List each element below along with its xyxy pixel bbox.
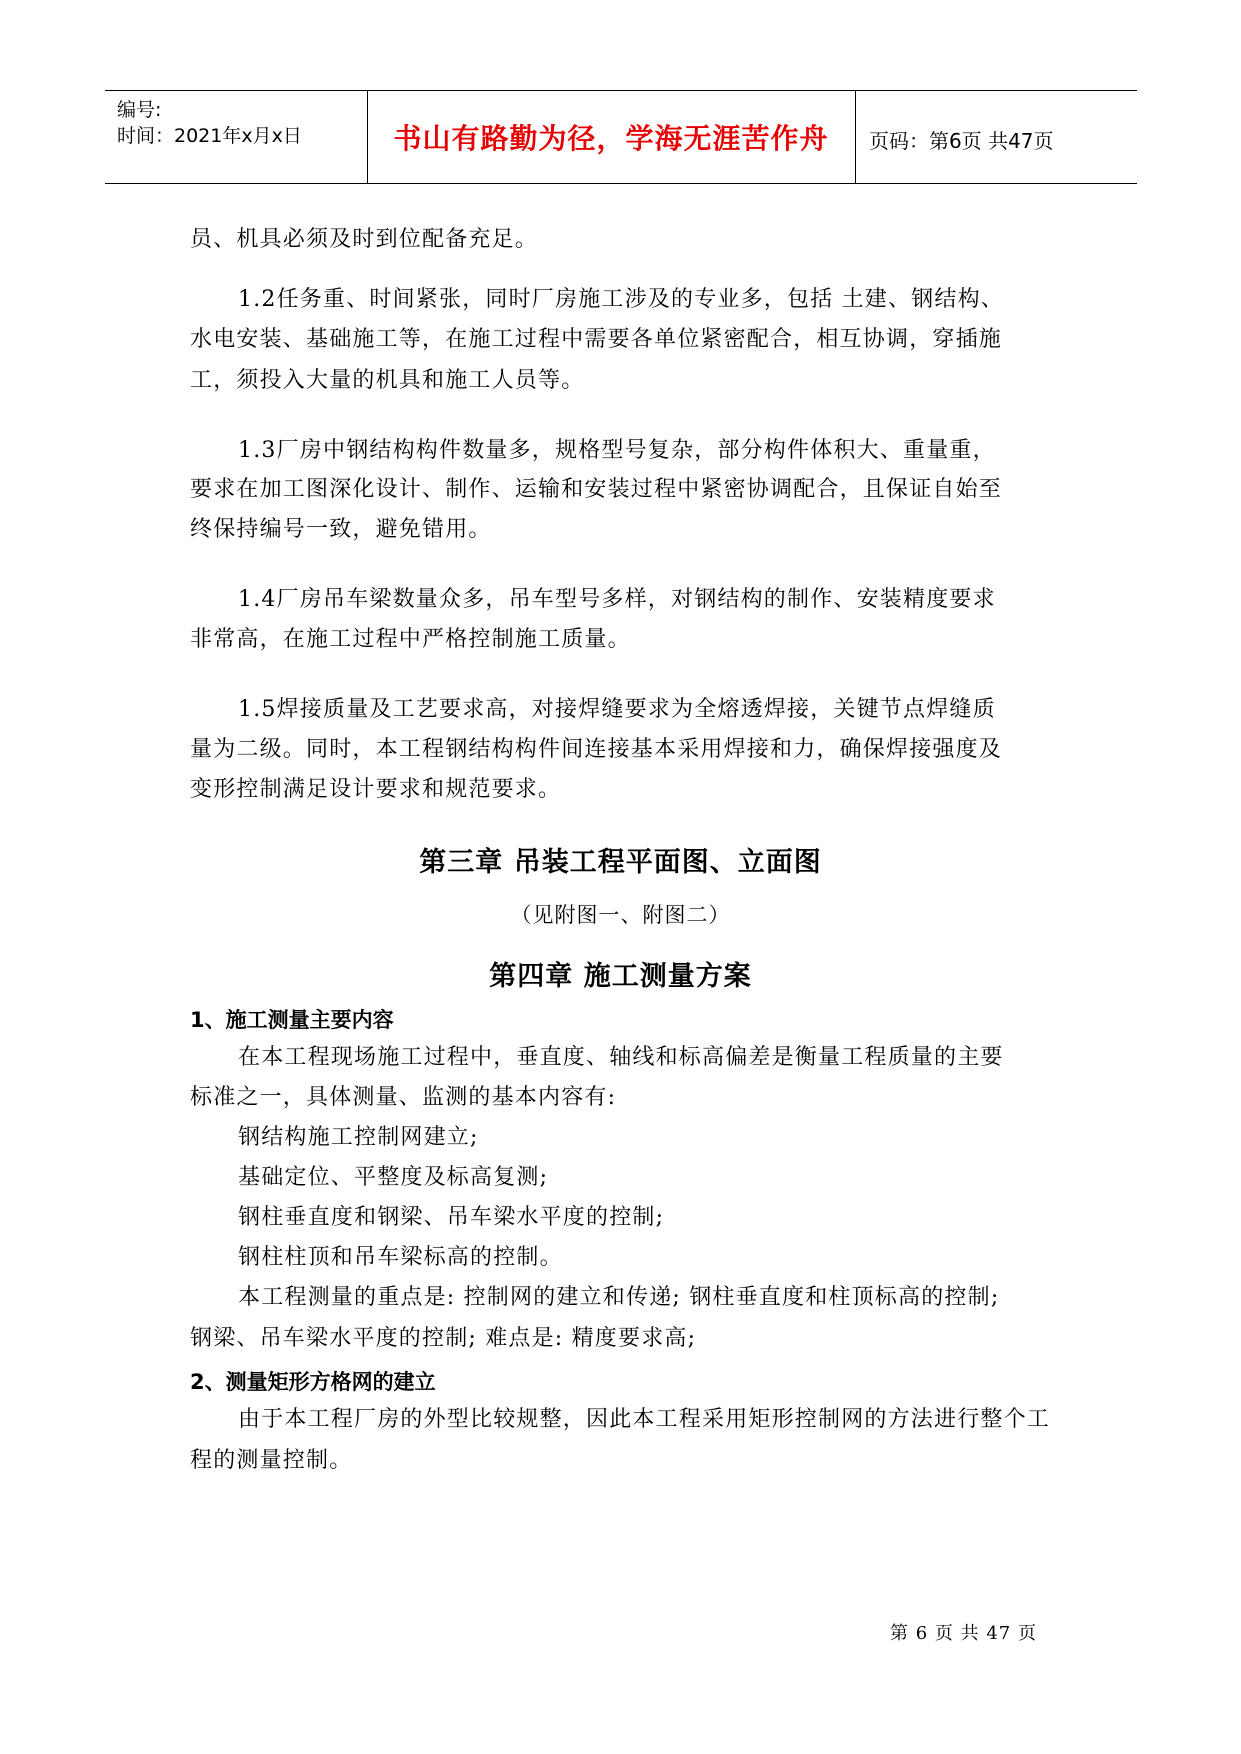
body-line: 1.5焊接质量及工艺要求高，对接焊缝要求为全熔透焊接，关键节点焊缝质 <box>238 697 996 722</box>
body-line: 基础定位、平整度及标高复测; <box>238 1165 549 1190</box>
body-line: 1.3厂房中钢结构构件数量多，规格型号复杂，部分构件体积大、重量重， <box>238 438 996 463</box>
body-line: 员、机具必须及时到位配备充足。 <box>190 227 539 252</box>
body-line: 在本工程现场施工过程中，垂直度、轴线和标高偏差是衡量工程质量的主要 <box>238 1045 1004 1070</box>
section-heading: 1、施工测量主要内容 <box>190 1008 394 1032</box>
header-page-cell <box>855 91 1137 183</box>
body-line: 非常高，在施工过程中严格控制施工质量。 <box>190 627 631 652</box>
body-line: 钢梁、吊车梁水平度的控制; 难点是: 精度要求高; <box>190 1326 697 1351</box>
body-line: 钢柱垂直度和钢梁、吊车梁水平度的控制; <box>238 1205 665 1230</box>
header-info-cell <box>105 91 368 183</box>
body-line: 量为二级。同时，本工程钢结构构件间连接基本采用焊接和力，确保焊接强度及 <box>190 737 1003 762</box>
chapter-note: （见附图一、附图二） <box>510 903 731 927</box>
doc-time-label: 时间：2021年x月x日 <box>117 125 302 147</box>
document-header <box>105 90 1137 184</box>
body-line: 水电安装、基础施工等，在施工过程中需要各单位紧密配合，相互协调，穿插施 <box>190 327 1003 352</box>
body-line: 1.4厂房吊车梁数量众多，吊车型号多样，对钢结构的制作、安装精度要求 <box>238 587 996 612</box>
header-motto: 书山有路勤为径，学海无涯苦作舟 <box>393 122 829 155</box>
body-line: 由于本工程厂房的外型比较规整，因此本工程采用矩形控制网的方法进行整个工 <box>238 1407 1051 1432</box>
body-line: 本工程测量的重点是: 控制网的建立和传递; 钢柱垂直度和柱顶标高的控制; <box>238 1285 1000 1310</box>
chapter-title: 第四章 施工测量方案 <box>489 961 752 992</box>
body-line: 程的测量控制。 <box>190 1448 353 1473</box>
body-line: 变形控制满足设计要求和规范要求。 <box>190 777 562 802</box>
body-line: 钢柱柱顶和吊车梁标高的控制。 <box>238 1245 563 1270</box>
header-motto-cell <box>367 91 856 183</box>
doc-number-label: 编号: <box>117 99 162 121</box>
chapter-title: 第三章 吊装工程平面图、立面图 <box>419 847 822 878</box>
body-line: 1.2任务重、时间紧张，同时厂房施工涉及的专业多，包括 土建、钢结构、 <box>238 287 1004 312</box>
header-page-label: 页码：第6页 共47页 <box>869 129 1054 153</box>
body-line: 终保持编号一致，避免错用。 <box>190 517 492 542</box>
section-heading: 2、测量矩形方格网的建立 <box>190 1370 436 1394</box>
page-footer: 第 6 页 共 47 页 <box>890 1623 1037 1644</box>
body-line: 标准之一，具体测量、监测的基本内容有: <box>190 1085 617 1110</box>
body-line: 要求在加工图深化设计、制作、运输和安装过程中紧密协调配合，且保证自始至 <box>190 477 1003 502</box>
body-line: 工，须投入大量的机具和施工人员等。 <box>190 368 585 393</box>
body-line: 钢结构施工控制网建立; <box>238 1125 479 1150</box>
